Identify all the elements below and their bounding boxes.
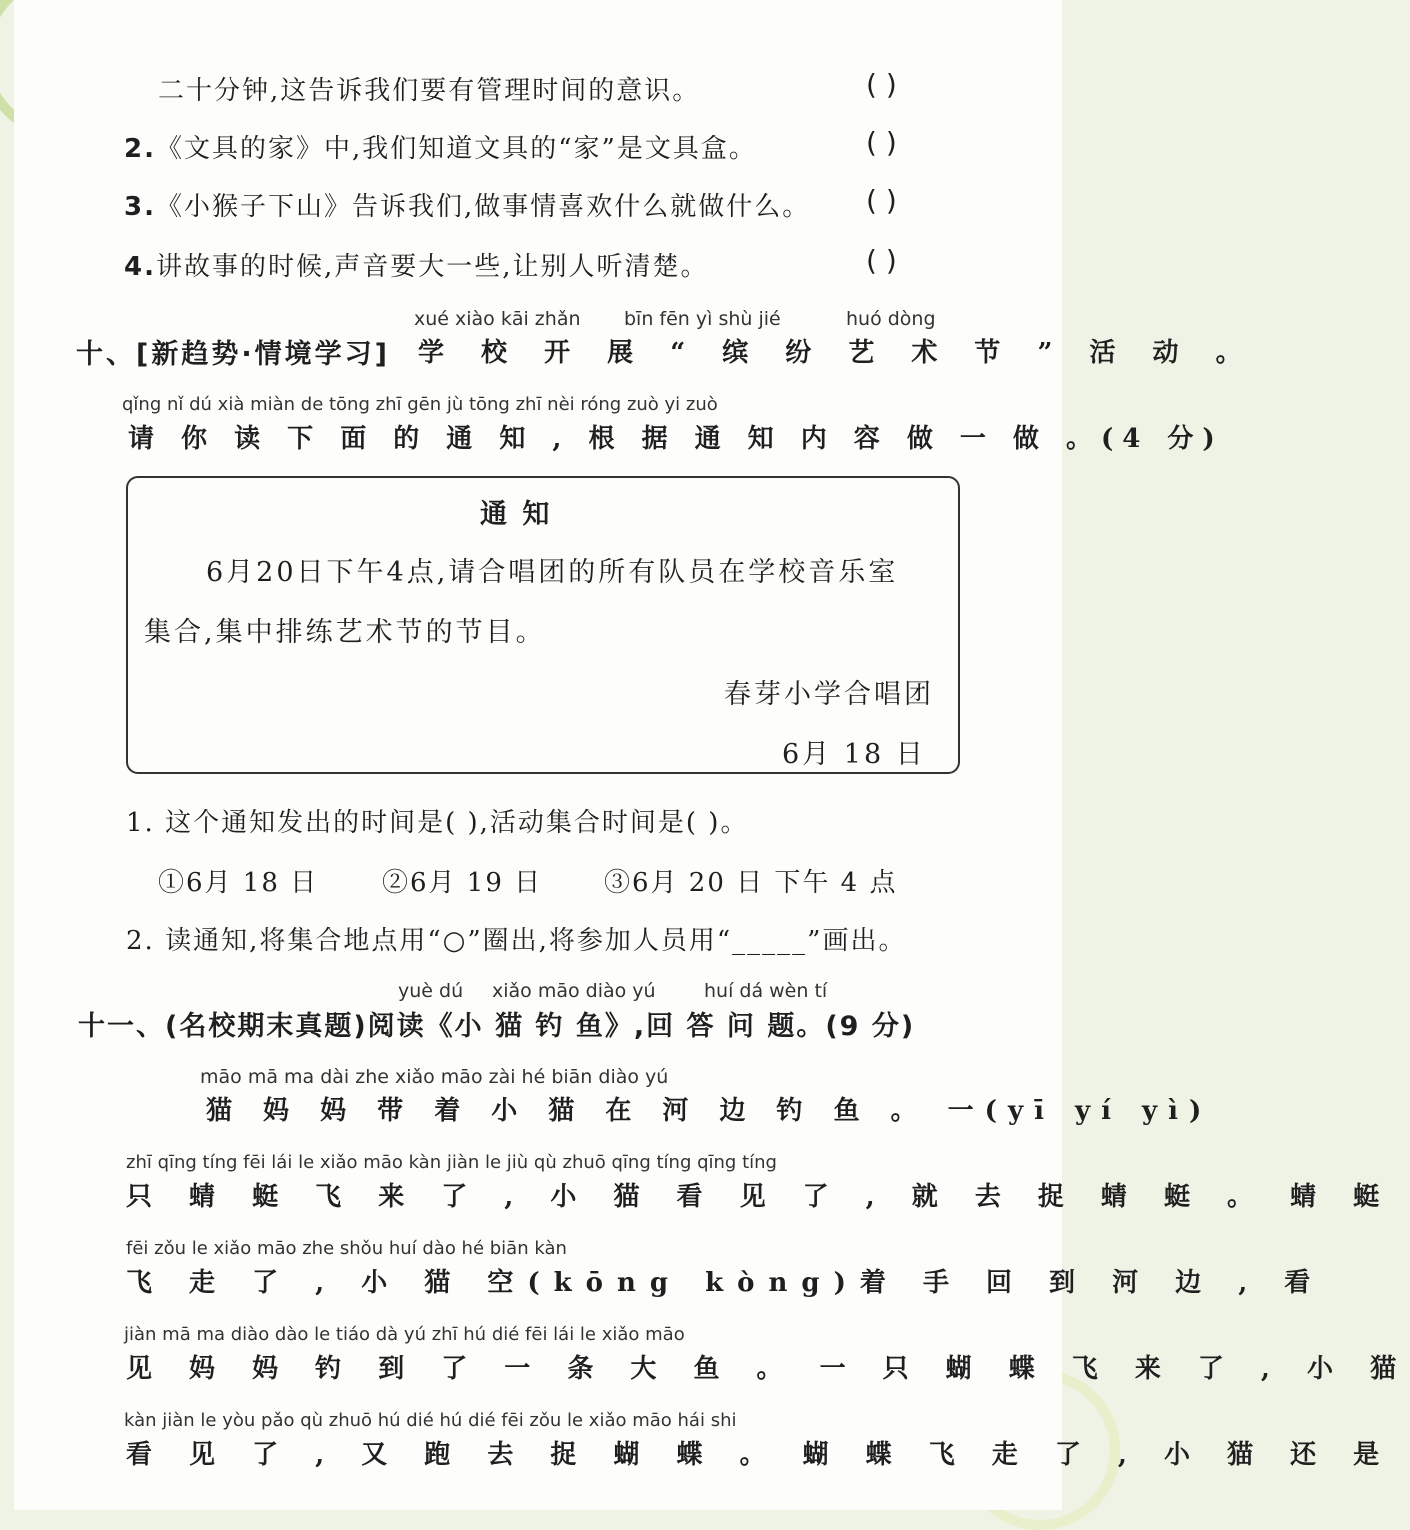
section10-pinyin-a: xué xiào kāi zhǎn <box>414 308 581 330</box>
section11-pinyin-c: huí dá wèn tí <box>704 980 828 1002</box>
passage-pinyin-1: māo mā ma dài zhe xiǎo māo zài hé biān diào yú <box>200 1066 669 1088</box>
judgment-item-1 <box>158 70 1206 107</box>
judgment-text: 讲故事的时候,声音要大一些,让别人听清楚。 <box>155 252 709 282</box>
passage-line-1: 猫 妈 妈 带 着 小 猫 在 河 边 钓 鱼 。 一(yī yí yì) <box>206 1096 1213 1126</box>
section10-prefix: 十、[新趋势·情境学习] <box>76 339 390 370</box>
notice-signature: 春芽小学合唱团 <box>724 679 934 710</box>
passage-line-4: 见 妈 妈 钓 到 了 一 条 大 鱼 。 一 只 蝴 蝶 飞 来 了 , 小 猫 <box>126 1354 1410 1384</box>
judgment-text: 《小猴子下山》告诉我们,做事情喜欢什么就做什么。 <box>155 192 811 222</box>
section11-title: 十一、(名校期末真题)阅读《小 猫 钓 鱼》,回 答 问 题。(9 分) <box>78 1011 916 1042</box>
section11-pinyin-b: xiǎo māo diào yú <box>492 980 656 1002</box>
option-2[interactable]: ②6月 19 日 <box>382 868 543 898</box>
notice-date: 6月 18 日 <box>782 739 926 770</box>
answer-paren-4[interactable]: ( ) <box>866 244 897 277</box>
notice-box <box>126 476 960 774</box>
item-number: 2. <box>124 134 156 164</box>
question-1: 1. 这个通知发出的时间是( ),活动集合时间是( )。 <box>126 808 749 838</box>
passage-pinyin-2: zhī qīng tíng fēi lái le xiǎo māo kàn jiàn le jiù qù zhuō qīng tíng qīng tíng <box>126 1152 777 1173</box>
notice-body-line-2: 集合,集中排练艺术节的节目。 <box>144 617 546 648</box>
option-3[interactable]: ③6月 20 日 下午 4 点 <box>604 868 898 898</box>
section10-pinyin-2: qǐng nǐ dú xià miàn de tōng zhī gēn jù tōng zhī nèi róng zuò yi zuò <box>122 394 718 415</box>
judgment-item-3 <box>124 186 1172 223</box>
passage-line-3: 飞 走 了 , 小 猫 空(kōng kòng)着 手 回 到 河 边 , 看 <box>126 1268 1325 1298</box>
passage-pinyin-3: fēi zǒu le xiǎo māo zhe shǒu huí dào hé biān kàn <box>126 1238 567 1259</box>
answer-paren-3[interactable]: ( ) <box>866 184 897 217</box>
section10-pinyin-c: huó dòng <box>846 308 936 330</box>
answer-paren-2[interactable]: ( ) <box>866 126 897 159</box>
section10-instruction: 请 你 读 下 面 的 通 知 , 根 据 通 知 内 容 做 一 做 。(4 分) <box>128 424 1224 454</box>
passage-line-2: 只 蜻 蜓 飞 来 了 , 小 猫 看 见 了 , 就 去 捉 蜻 蜓 。 蜻 蜓 <box>126 1182 1394 1212</box>
notice-body-line-1: 6月20日下午4点,请合唱团的所有队员在学校音乐室 <box>206 557 899 588</box>
passage-pinyin-5: kàn jiàn le yòu pǎo qù zhuō hú dié hú dié fēi zǒu le xiǎo māo hái shi <box>124 1410 737 1431</box>
section10-pinyin-b: bīn fēn yì shù jié <box>624 308 781 330</box>
passage-line-5: 看 见 了 , 又 跑 去 捉 蝴 蝶 。 蝴 蝶 飞 走 了 , 小 猫 还 是 <box>126 1440 1394 1470</box>
item-number: 4. <box>124 252 156 282</box>
item-number: 3. <box>124 192 156 222</box>
answer-paren-1[interactable]: ( ) <box>866 68 897 101</box>
judgment-text: 《文具的家》中,我们知道文具的“家”是文具盒。 <box>155 134 757 164</box>
section11-pinyin-a: yuè dú <box>398 980 464 1002</box>
judgment-text: 二十分钟,这告诉我们要有管理时间的意识。 <box>158 76 701 106</box>
question-2: 2. 读通知,将集合地点用“○”圈出,将参加人员用“_____”画出。 <box>126 926 907 956</box>
option-1[interactable]: ①6月 18 日 <box>158 868 319 898</box>
worksheet-page <box>14 0 1410 1510</box>
judgment-item-4 <box>124 246 1172 283</box>
judgment-item-2 <box>124 128 1172 165</box>
notice-title: 通 知 <box>480 499 553 530</box>
passage-pinyin-4: jiàn mā ma diào dào le tiáo dà yú zhī hú dié fēi lái le xiǎo māo <box>124 1324 685 1345</box>
section10-title: 学 校 开 展 “ 缤 纷 艺 术 节 ” 活 动 。 <box>418 338 1256 368</box>
